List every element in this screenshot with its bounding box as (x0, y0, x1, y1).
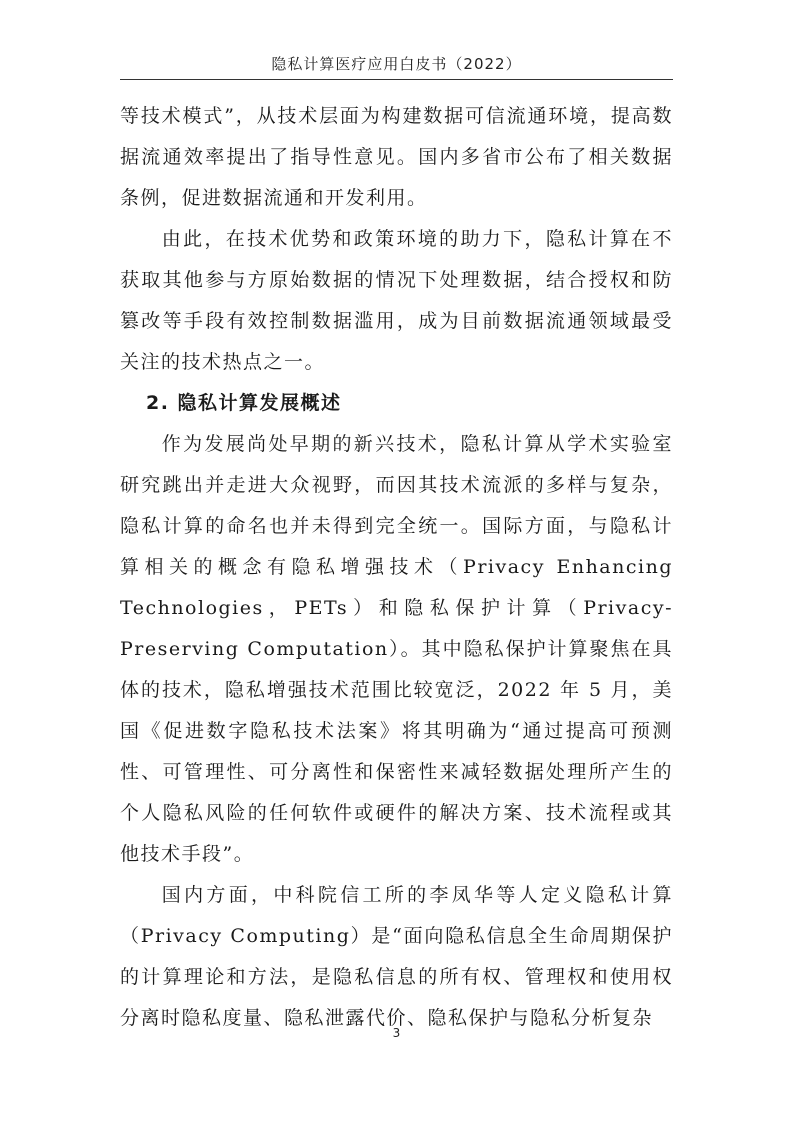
running-header: 隐私计算医疗应用白皮书（2022） (271, 55, 522, 73)
page-number: 3 (392, 1026, 401, 1040)
paragraph-international-definitions: 作为发展尚处早期的新兴技术，隐私计算从学术实验室研究跳出并走进大众视野，而因其技术流派的多样与复杂，隐私计算的命名也并未得到完全统一。国际方面，与隐私计算相关的概念有隐私增强技术（Privacy Enhancing Technologies，PETs）和隐私保护计算（Privacy-Preserving Computation）。其中隐私保护计算聚焦在具体的技术，隐私增强技术范围比较宽泛，2022 年 5 月，美国《促进数字隐私技术法案》将其明确为“通过提高可预测性、可管理性、可分离性和保密性来减轻数据处理所产生的个人隐私风险的任何软件或硬件的解决方案、技术流程或其他技术手段”。 (120, 433, 673, 865)
paragraph-privacy-computing-hotspot: 由此，在技术优势和政策环境的助力下，隐私计算在不获取其他参与方原始数据的情况下处理数据，结合授权和防篡改等手段有效控制数据滥用，成为目前数据流通领域最受关注的技术热点之一。 (120, 228, 673, 373)
header-divider (120, 79, 673, 80)
section-heading: 2. 隐私计算发展概述 (146, 392, 342, 414)
paragraph-continued: 等技术模式”，从技术层面为构建数据可信流通环境，提高数据流通效率提出了指导性意见。国内多省市公布了相关数据条例，促进数据流通和开发利用。 (120, 105, 673, 209)
document-body (120, 96, 673, 1039)
paragraph-domestic-definitions: 国内方面，中科院信工所的李凤华等人定义隐私计算（Privacy Computing）是“面向隐私信息全生命周期保护的计算理论和方法，是隐私信息的所有权、管理权和使用权分离时隐私度量、隐私泄露代价、隐私保护与隐私分析复杂 (120, 884, 673, 1029)
